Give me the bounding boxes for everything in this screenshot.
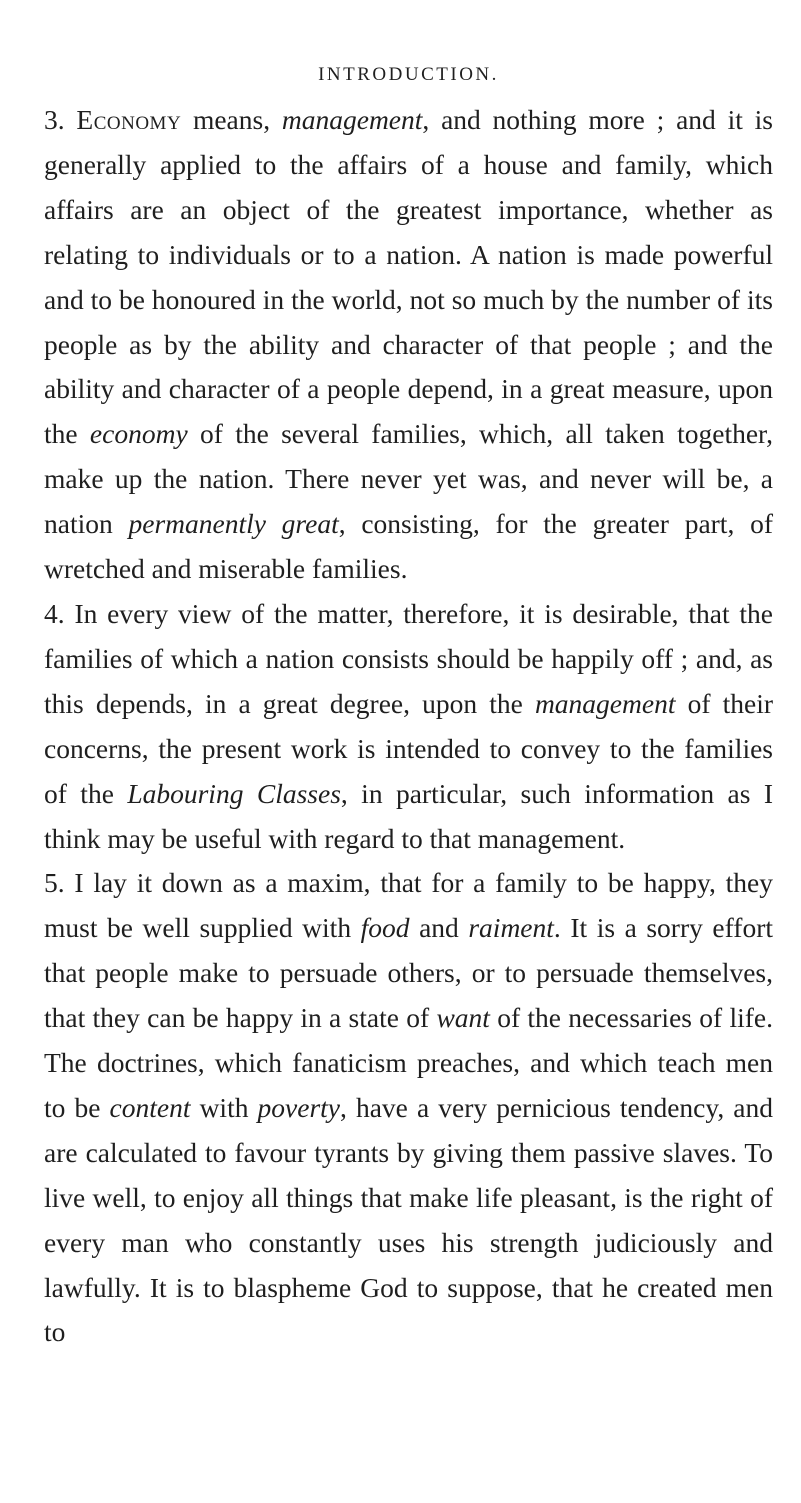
text-segment: food (360, 912, 410, 944)
text-segment: poverty (257, 1091, 341, 1123)
text-segment: I lay it down as a maxim, that for a family to be happy, they must be well supplied with (44, 867, 774, 944)
running-head: INTRODUCTION. (318, 64, 499, 85)
text-segment: of the several families, which, all taken together, make up the nation. There never yet was, and never will be, a nation (44, 418, 773, 540)
text-segment: management (281, 104, 423, 135)
text-segment: with (190, 1091, 258, 1123)
body-text (44, 98, 773, 1355)
text-segment: management (534, 687, 676, 719)
text-segment: Labouring Classes (127, 777, 341, 809)
text-segment: permanently great (128, 508, 339, 540)
text-segment: , consisting, for the greater part, of wretched and miserable families. (44, 508, 773, 585)
text-segment: Economy (76, 104, 182, 135)
paragraph-number: 5. (44, 867, 65, 899)
text-segment: of the necessaries of life. The doctrines, which fanaticism preaches, and which teach men to be (44, 1002, 773, 1123)
paragraph-4 (44, 592, 773, 861)
text-segment: , have a very pernicious tendency, and are calculated to favour tyrants by giving them passive slaves. To live well, to enjoy all things that make life pleasant, is the right of every man who constantly uses his strength judiciously and lawfully. It is to blaspheme God to suppose, that he created men to (44, 1091, 773, 1348)
text-segment: economy (89, 418, 188, 450)
text-segment: In every view of the matter, therefore, it is desirable, that the families of which a nation consists should be happily off ; and, as this depends, in a great degree, upon the (44, 597, 773, 719)
text-segment: raiment (468, 912, 554, 944)
text-segment: content (109, 1091, 191, 1123)
paragraph-number: 4. (44, 597, 65, 629)
text-segment: means, (181, 104, 282, 135)
paragraph-3 (44, 98, 773, 592)
text-segment: , and nothing more ; and it is generally applied to the affairs of a house and family, which affairs are an object of the greatest importance, whether as relating to individuals or to a nation. A nation is made powerful and to be honoured in the world, not so much by the number of its people as by the ability and character of that people ; and the ability and character of a people depend, in a great measure, upon the (44, 104, 773, 450)
text-segment: want (436, 1002, 490, 1034)
text-segment: , in particular, such information as I think may be useful with regard to that management. (44, 777, 774, 854)
text-segment: and (409, 912, 469, 944)
paragraph-5 (44, 861, 773, 1355)
paragraph-number: 3. (44, 104, 65, 135)
text-segment: . It is a sorry effort that people make to persuade others, or to persuade themselves, that they can be happy in a state of (44, 912, 773, 1034)
text-segment: of their concerns, the present work is intended to convey to the families of the (44, 687, 773, 809)
